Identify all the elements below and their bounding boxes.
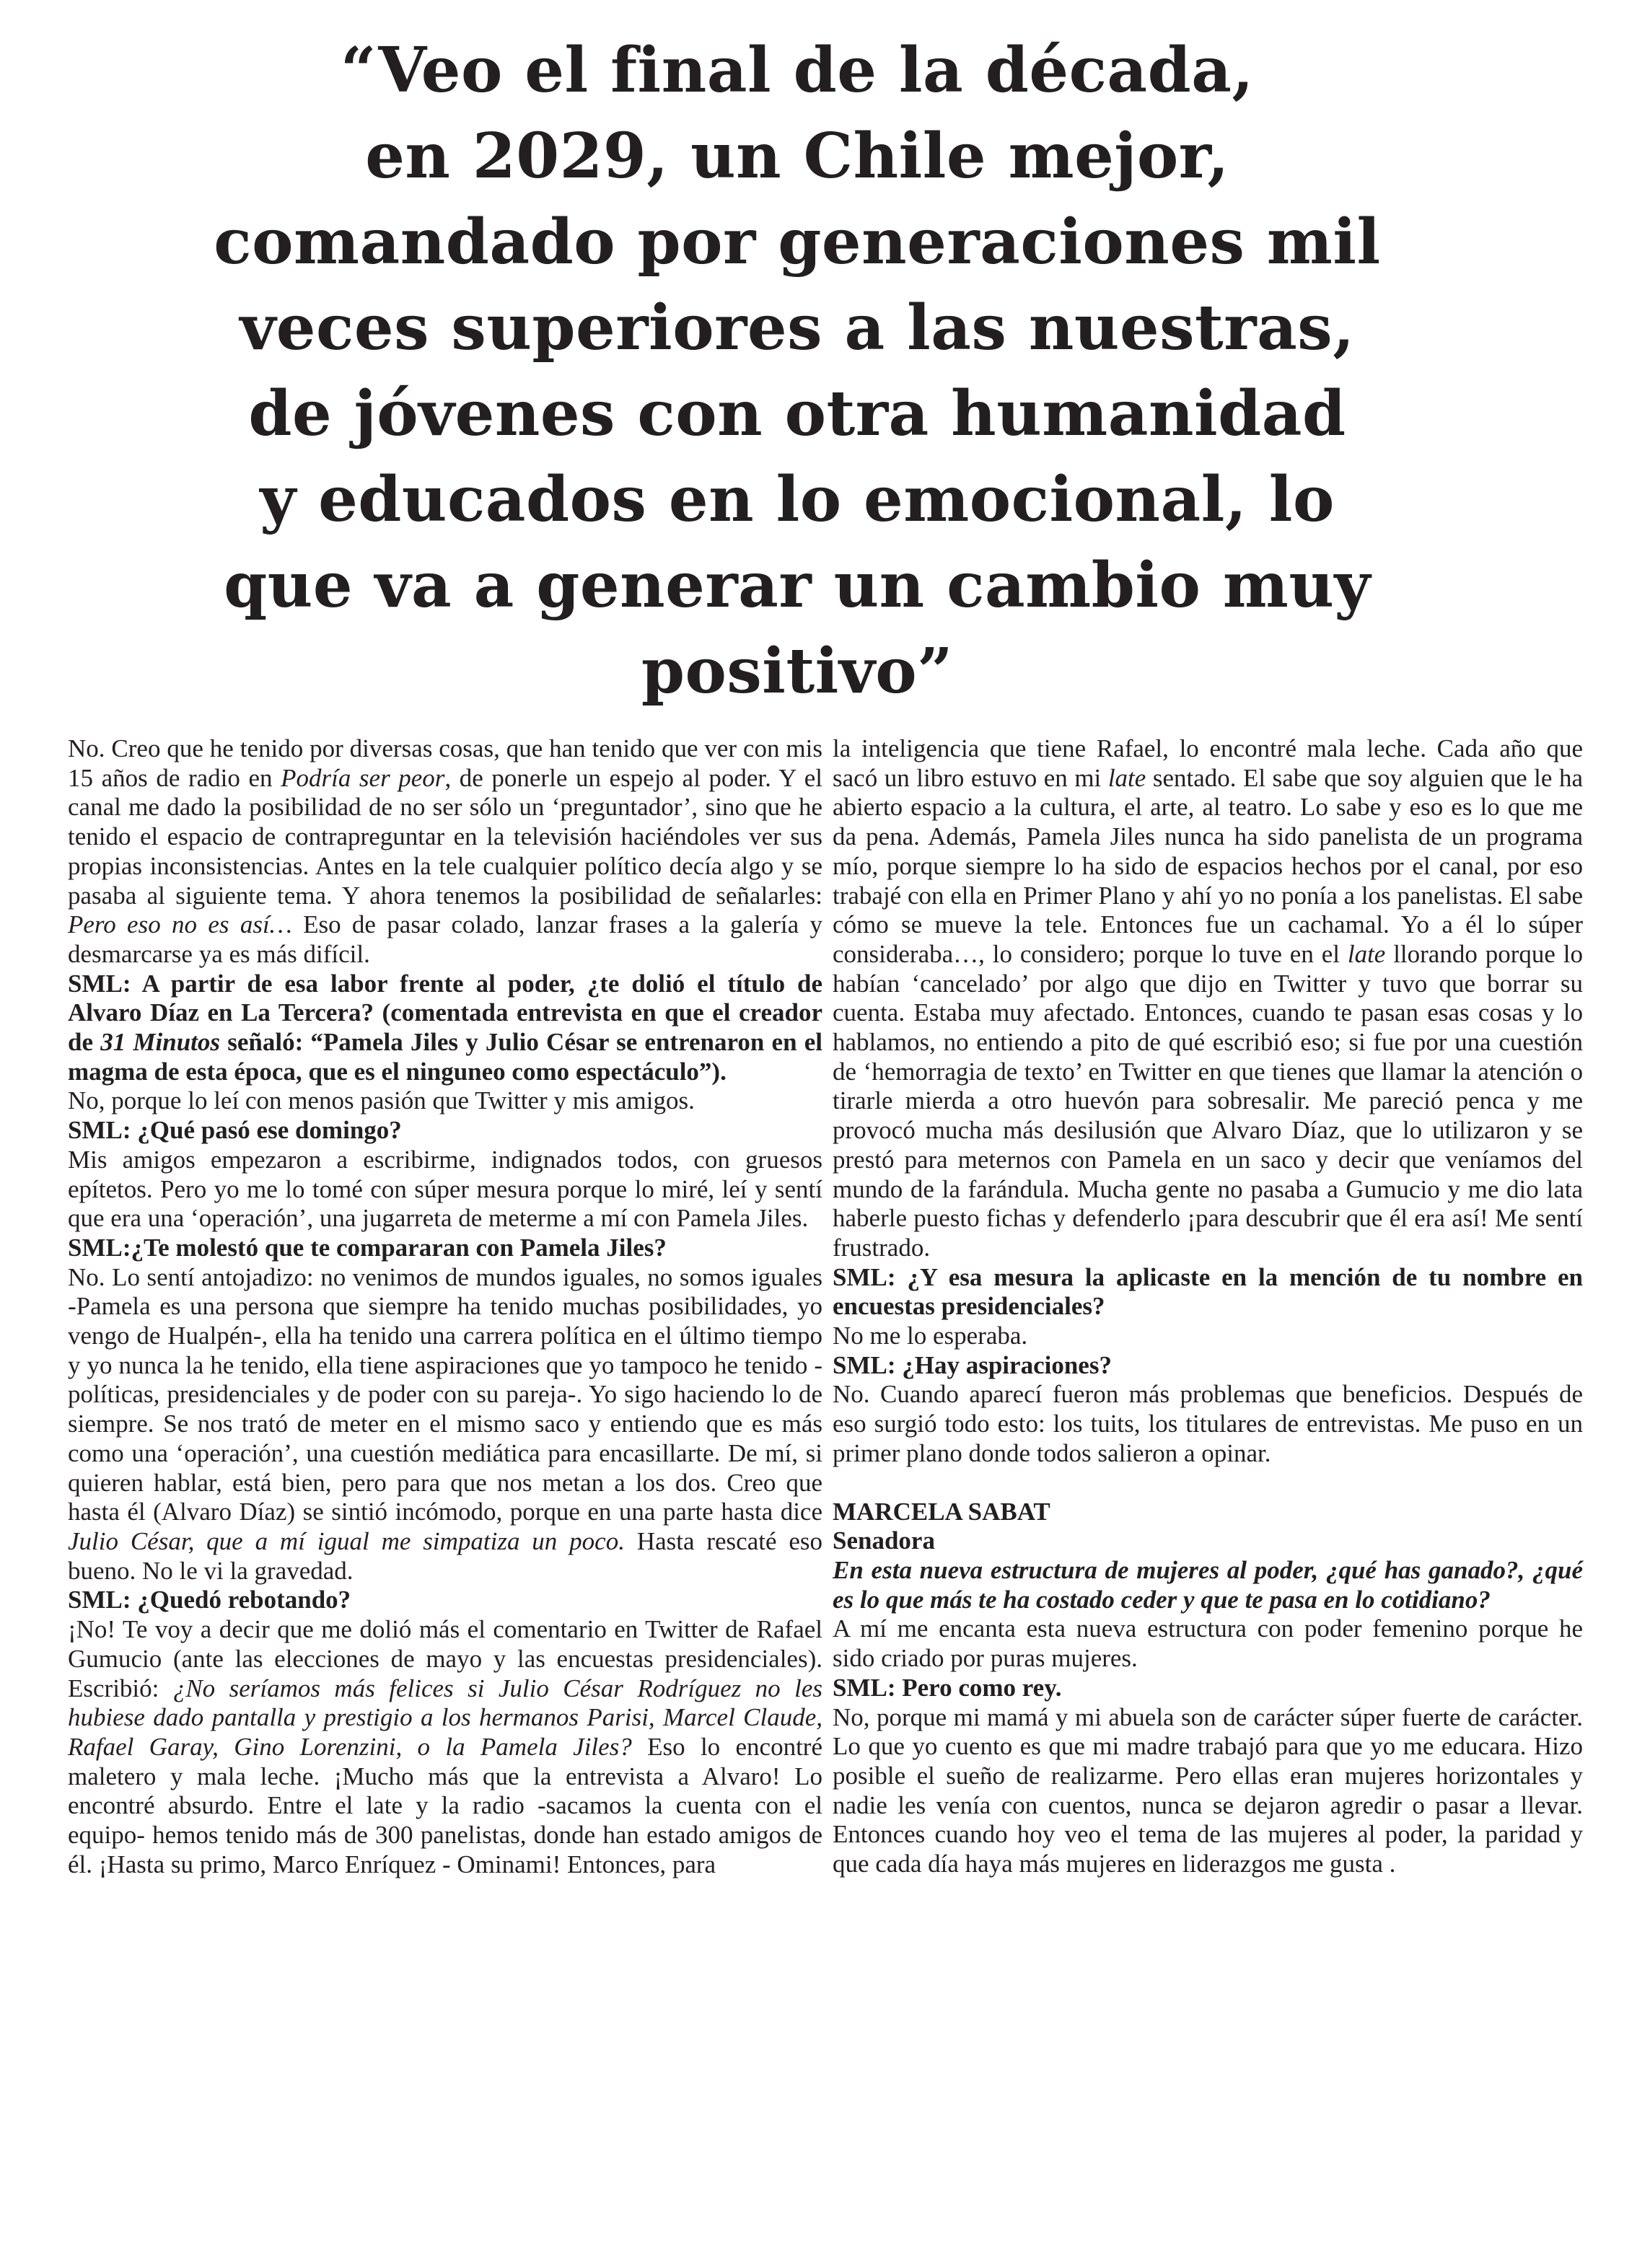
pull-quote-line: en 2029, un Chile mejor,: [365, 120, 1229, 193]
question: SML: Pero como rey.: [833, 1673, 1062, 1702]
answer-text: No. Lo sentí antojadizo: no venimos de mundos iguales, no somos iguales -Pamela es una persona que siempre ha tenido muchas posibilidades, yo vengo de Hualpén-, ella ha tenido una carrera política en el último tiempo y yo nunca la he tenido, ella tiene aspiraciones que yo tampoco he tenido -políticas, presidenciales y de poder con su pareja-. Yo sigo haciendo lo de siempre. Se nos trató de meter en el mismo saco y entiendo que es más como una ‘operación’, una cuestión mediática para encasillarte. De mí, si quieren hablar, está bien, pero para que nos metan a los dos. Creo que hasta él (Alvaro Díaz) se sintió incómodo, porque en una parte hasta dice: [68, 1262, 822, 1526]
answer-text: la inteligencia que tiene Rafael, lo encontré mala leche. Cada año que sacó un libro estuvo en mi: [833, 734, 1583, 792]
interviewee-name: MARCELA SABAT: [833, 1497, 1050, 1526]
pull-quote: [108, 27, 1486, 714]
question: [68, 970, 822, 1087]
answer-paragraph: [68, 1263, 822, 1586]
answer-text: sentado. El sabe que soy alguien que le ha abierto espacio a la cultura, el arte, al teatro. Lo sabe y eso es lo que me da pena. Además, Pamela Jiles nunca ha sido panelista de un programa mío, porque siempre lo ha sido de espacios hechos por el canal, por eso trabajé con ella en Primer Plano y ahí yo no ponía a los panelistas. El sabe cómo se mueve la tele. Entonces fue un cachamal. Yo a él lo súper consideraba…, lo considero; porque lo tuve en el: [833, 763, 1583, 968]
answer-text: Hasta rescaté eso bueno. No le vi la gravedad.: [68, 1526, 823, 1585]
right-column: [833, 734, 1583, 1879]
show-title: late: [1347, 939, 1386, 968]
pull-quote-line: y educados en lo emocional, lo: [260, 463, 1335, 536]
pull-quote-line: “Veo el final de la década,: [341, 34, 1254, 107]
answer-paragraph: No. Cuando aparecí fueron más problemas que beneficios. Después de eso surgió todo esto: los tuits, los titulares de entrevistas. Me puso en un primer plano donde todos salieron a opinar.: [833, 1380, 1583, 1467]
question: SML:¿Te molestó que te compararan con Pamela Jiles?: [68, 1233, 667, 1262]
question-text: señaló: “Pamela Jiles y Julio César se entrenaron en el magma de esta época, que es el ninguneo como espectáculo”).: [68, 1028, 823, 1086]
question: SML: ¿Hay aspiraciones?: [833, 1350, 1112, 1379]
intro-question: En esta nueva estructura de mujeres al poder, ¿qué has ganado?, ¿qué es lo que más te ha costado ceder y que te pasa en lo cotidiano?: [833, 1555, 1583, 1614]
answer-text: ¡No! Te voy a decir que me dolió más el comentario en Twitter de Rafael Gumucio (ante las elecciones de mayo y las encuestas presidenciales). Escribió:: [68, 1615, 822, 1702]
quoted-phrase: Julio César, que a mí igual me simpatiza un poco.: [68, 1526, 625, 1555]
answer-text: llorando porque lo habían ‘cancelado’ por algo que dijo en Twitter y tuvo que borrar su cuenta. Estaba muy afectado. Entonces, cuando te pasan esas cosas y lo hablamos, no entiendo a pito de qué escribió eso; si fue por una cuestión de ‘hemorragia de texto’ en Twitter en que tienes que llamar la atención o tirarle mierda a otro huevón para sobresalir. Me pareció penca y me provocó mucha más desilusión que Alvaro Díaz, que lo utilizaron y se prestó para meternos con Pamela en un saco y decir que veníamos del mundo de la farándula. Mucha gente no pasaba a Gumucio y me dio lata haberle puesto fichas y defenderlo ¡para descubrir que él era así! Me sentí frustrado.: [833, 939, 1583, 1262]
pull-quote-line: de jóvenes con otra humanidad: [248, 377, 1346, 450]
left-column: [68, 734, 822, 1879]
pull-quote-line: veces superiores a las nuestras,: [240, 291, 1355, 364]
quoted-phrase: Pero eso no es así…: [68, 910, 292, 939]
show-title: Podría ser peor: [281, 763, 445, 792]
answer-paragraph: Mis amigos empezaron a escribirme, indignados todos, con gruesos epítetos. Pero yo me lo tomé con súper mesura porque lo miré, leí y sentí que era una ‘operación’, una jugarreta de meterme a mí con Pamela Jiles.: [68, 1145, 822, 1233]
question: SML: ¿Qué pasó ese domingo?: [68, 1116, 402, 1145]
section-spacer: [833, 1469, 1583, 1498]
answer-text: , de ponerle un espejo al poder. Y el canal me dado la posibilidad de no ser sólo un ‘preguntador’, sino que he tenido el espacio de contrapreguntar en la televisión haciéndoles ver sus propias inconsistencias. Antes en la tele cualquier político decía algo y se pasaba al siguiente tema. Y ahora tenemos la posibilidad de señalarles:: [68, 763, 823, 910]
show-title: late: [1107, 763, 1146, 792]
question: SML: ¿Y esa mesura la aplicaste en la mención de tu nombre en encuestas presidenciales?: [833, 1262, 1583, 1321]
question: SML: ¿Quedó rebotando?: [68, 1586, 351, 1614]
pull-quote-line: positivo”: [641, 635, 954, 708]
answer-text: No. Creo que he tenido por diversas cosas, que han tenido que ver con mis 15 años de radio en: [68, 734, 822, 792]
pull-quote-line: comandado por generaciones mil: [214, 206, 1381, 278]
answer-text: Eso de pasar colado, lanzar frases a la galería y desmarcarse ya es más difícil.: [68, 910, 823, 968]
quoted-tweet: ¿No seríamos más felices si Julio César Rodríguez no les hubiese dado pantalla y prestigio a los hermanos Parisi, Marcel Claude, Rafael Garay, Gino Lorenzini, o la Pamela Jiles?: [68, 1674, 822, 1761]
answer-text: Eso lo encontré maletero y mala leche. ¡Mucho más que la entrevista a Alvaro! Lo encontré absurdo. Entre el late y la radio -sacamos la cuenta con el equipo- hemos tenido más de 300 panelistas, donde han estado amigos de él. ¡Hasta su primo, Marco Enríquez - Ominami! Entonces, para: [68, 1732, 822, 1878]
answer-paragraph: [68, 1615, 822, 1879]
pull-quote-line: que va a generar un cambio muy: [224, 549, 1371, 622]
show-title: 31 Minutos: [100, 1028, 221, 1057]
answer-paragraph: [68, 734, 822, 970]
answer-paragraph: [833, 734, 1583, 1263]
question-text: SML: A partir de esa labor frente al poder, ¿te dolió el título de Alvaro Díaz en La Tercera? (comentada entrevista en que el creador de: [68, 969, 822, 1057]
answer-paragraph: No, porque mi mamá y mi abuela son de carácter súper fuerte de carácter. Lo que yo cuento es que mi madre trabajó para que yo me educara. Hizo posible el sueño de realizarme. Pero ellas eran mujeres horizontales y nadie les venía con cuentos, nunca se dejaron agredir o pasar a llevar. Entonces cuando hoy veo el tema de las mujeres al poder, la paridad y que cada día haya más mujeres en liderazgos me gusta .: [833, 1702, 1583, 1878]
interviewee-role: Senadora: [833, 1526, 935, 1555]
answer-paragraph: A mí me encanta esta nueva estructura con poder femenino porque he sido criado por puras mujeres.: [833, 1614, 1583, 1673]
answer-paragraph: No, porque lo leí con menos pasión que Twitter y mis amigos.: [68, 1086, 695, 1115]
answer-paragraph: No me lo esperaba.: [833, 1322, 1028, 1350]
